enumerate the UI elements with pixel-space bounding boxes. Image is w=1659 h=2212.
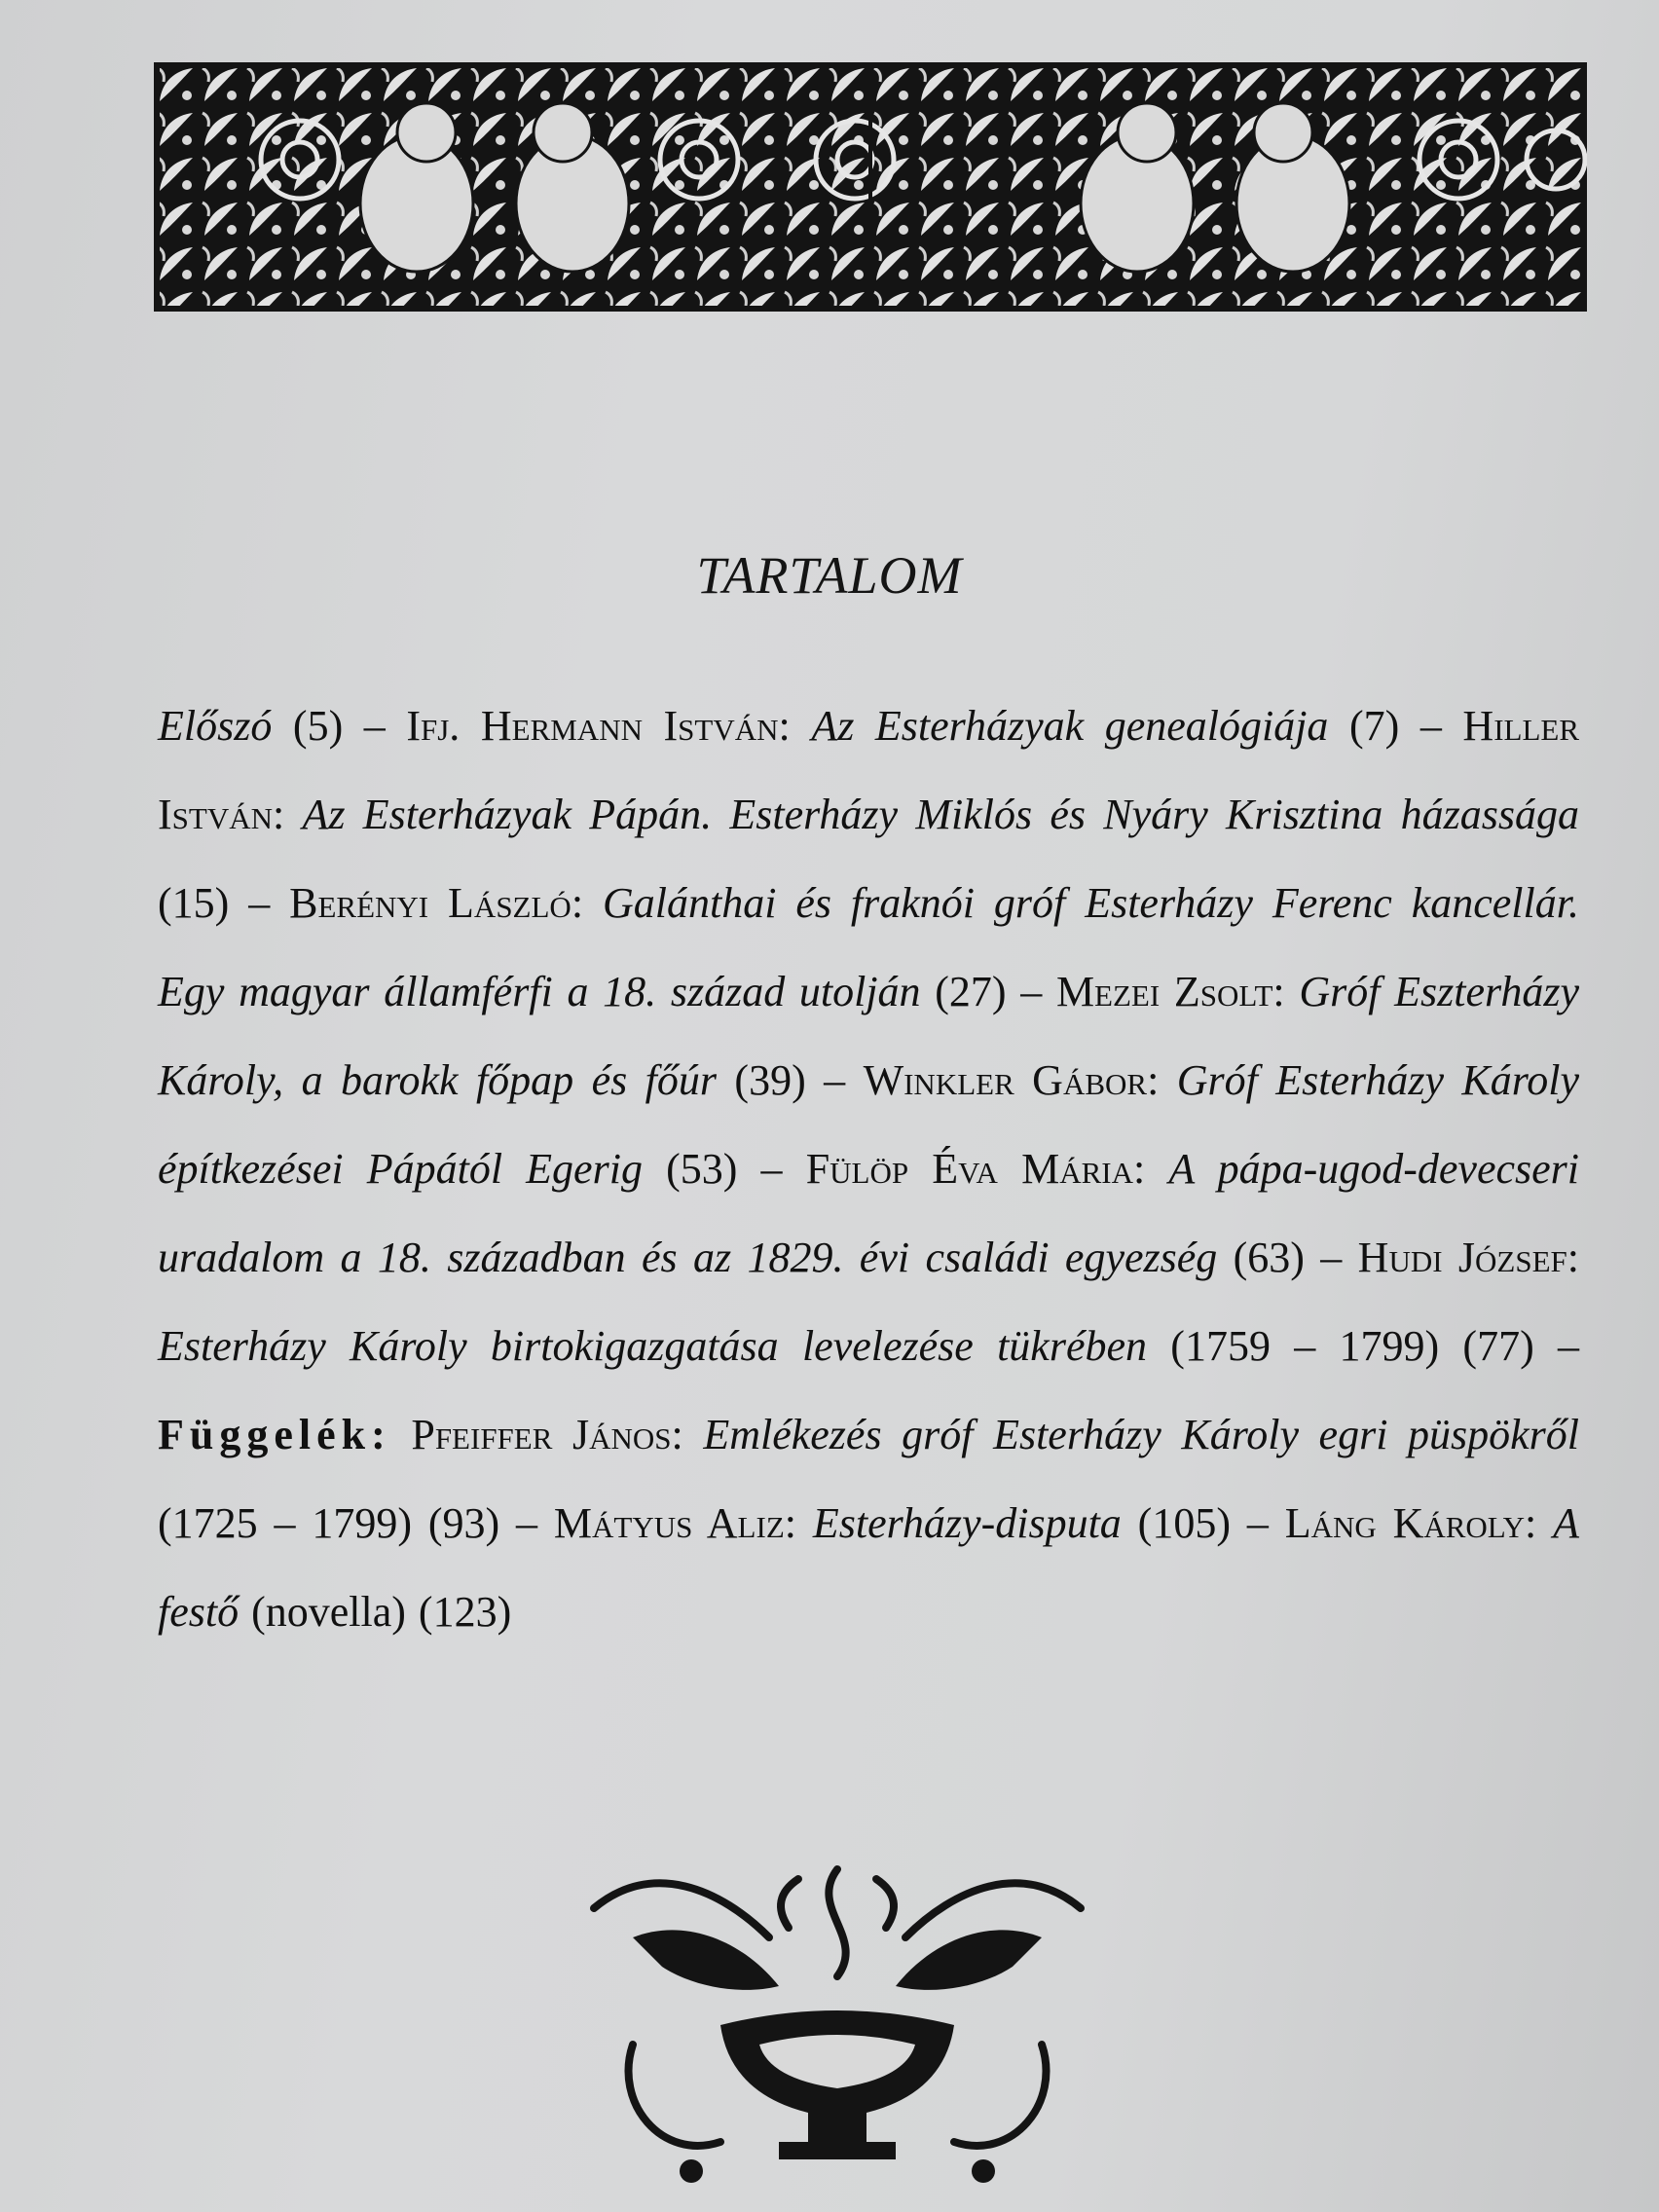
toc-work: Az Esterházyak Pápán. Esterházy Miklós és Nyáry Krisztina házassága xyxy=(302,791,1579,838)
toc-author: Ifj. Hermann István: xyxy=(406,702,791,750)
toc-author: Hiller István: xyxy=(158,702,1580,838)
toc-separator xyxy=(284,791,302,838)
toc-author: Pfeiffer János: xyxy=(411,1411,683,1458)
vignette-ornament xyxy=(574,1850,1100,2212)
toc-separator xyxy=(583,879,603,927)
toc-separator: (63) – xyxy=(1217,1234,1358,1281)
toc-separator xyxy=(1536,1499,1553,1547)
toc-work: Esterházy-disputa xyxy=(812,1499,1122,1547)
toc-separator xyxy=(1159,1056,1176,1104)
toc-author: Fülöp Éva Mária: xyxy=(805,1145,1146,1193)
page-title: TARTALOM xyxy=(696,546,963,605)
toc-work: Esterházy Károly birtokigazgatása levelezése tükrében xyxy=(158,1322,1148,1370)
toc-work: Az Esterházyak genealógiája xyxy=(811,702,1329,750)
toc-author: Winkler Gábor: xyxy=(863,1056,1160,1104)
toc-work: Gróf Esterházy Károly építkezései Pápától Egerig xyxy=(158,1056,1580,1193)
toc-separator: (novella) (123) xyxy=(239,1588,512,1636)
toc-separator: (1725 – 1799) (93) – xyxy=(158,1499,554,1547)
toc-work: Galánthai és fraknói gróf Esterházy Ferenc kancellár. Egy magyar államférfi a 18. század utolján xyxy=(158,879,1579,1015)
toc-author: Láng Károly: xyxy=(1284,1499,1537,1547)
toc-separator xyxy=(683,1411,704,1458)
toc-work: A festő xyxy=(158,1499,1580,1636)
toc-author: Mezei Zsolt: xyxy=(1055,968,1285,1015)
toc-author: Mátyus Aliz: xyxy=(553,1499,796,1547)
toc-spaced: Függelék: xyxy=(158,1411,391,1458)
toc-separator: (27) – xyxy=(920,968,1056,1015)
toc-work: Emlékezés gróf Esterházy Károly egri püspökről xyxy=(703,1411,1579,1458)
toc-separator: (5) – xyxy=(272,702,407,750)
toc-separator xyxy=(1285,968,1300,1015)
toc-separator: (7) – xyxy=(1328,702,1463,750)
toc-separator xyxy=(1145,1145,1168,1193)
toc-separator: (53) – xyxy=(642,1145,806,1193)
toc-separator: (39) – xyxy=(717,1056,864,1104)
toc-separator xyxy=(791,702,812,750)
toc-work: A pápa-ugod-devecseri uradalom a 18. században és az 1829. évi családi egyezség xyxy=(158,1145,1580,1281)
cherub-frieze-ornament xyxy=(154,62,1587,312)
toc-author: Hudi József: xyxy=(1357,1234,1579,1281)
toc-separator xyxy=(391,1411,412,1458)
toc-author: Berényi László: xyxy=(289,879,584,927)
toc-work: Előszó xyxy=(158,702,273,750)
toc-separator xyxy=(796,1499,813,1547)
table-of-contents xyxy=(158,682,1579,1656)
toc-separator: (1759 – 1799) (77) – xyxy=(1147,1322,1580,1370)
toc-work: Gróf Eszterházy Károly, a barokk főpap és főúr xyxy=(158,968,1579,1104)
toc-separator: (15) – xyxy=(158,879,290,927)
toc-separator: (105) – xyxy=(1121,1499,1285,1547)
